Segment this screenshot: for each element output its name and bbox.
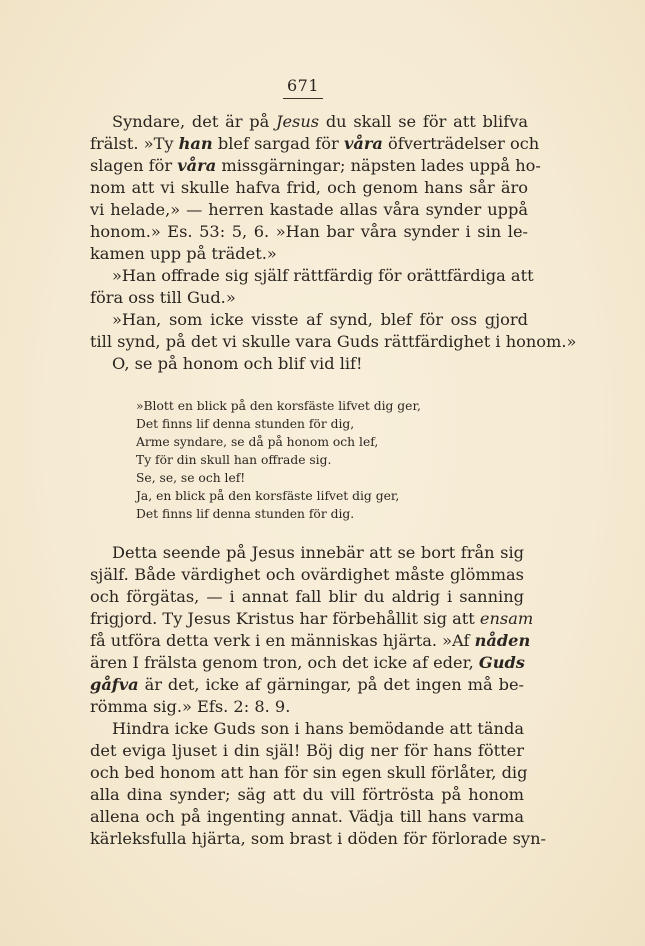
paragraph-top-line bbox=[112, 111, 528, 133]
paragraph-top-line bbox=[90, 331, 577, 353]
verse-line: Ja, en blick på den korsfäste lifvet dig ger, bbox=[136, 489, 400, 503]
paragraph-bottom-line bbox=[90, 806, 524, 828]
paragraph-bottom-line bbox=[112, 718, 524, 740]
verse-line: Arme syndare, se då på honom och lef, bbox=[136, 435, 379, 449]
verse-line: Ty för din skull han offrade sig. bbox=[136, 453, 332, 467]
text-run: frälst. »Ty bbox=[90, 134, 179, 153]
text-run: ären I frälsta genom tron, och det icke af eder, bbox=[90, 653, 479, 672]
paragraph-bottom-line bbox=[90, 586, 524, 608]
paragraph-bottom-line bbox=[90, 784, 524, 806]
text-run: till synd, på det vi skulle vara Guds rättfärdighet i honom.» bbox=[90, 332, 577, 351]
text-run: römma sig.» Efs. 2: 8. 9. bbox=[90, 697, 291, 716]
paragraph-top-line bbox=[112, 353, 363, 375]
page-number-rule bbox=[283, 98, 323, 99]
text-run: och förgätas, — i annat fall blir du aldrig i sanning bbox=[90, 587, 524, 606]
verse-line: »Blott en blick på den korsfäste lifvet dig ger, bbox=[136, 399, 421, 413]
paragraph-bottom-line bbox=[90, 762, 528, 784]
text-run: alla dina synder; säg att du vill förtrösta på honom bbox=[90, 785, 524, 804]
italic-text: Jesus bbox=[275, 112, 320, 131]
text-run: är det, icke af gärningar, på det ingen må be- bbox=[138, 675, 524, 694]
text-run: det eviga ljuset i din själ! Böj dig ner för hans fötter bbox=[90, 741, 524, 760]
emphasized-text: våra bbox=[343, 134, 383, 153]
paragraph-top-line bbox=[90, 199, 528, 221]
paragraph-top-line bbox=[90, 133, 540, 155]
emphasized-text: våra bbox=[177, 156, 217, 175]
italic-text: ensam bbox=[479, 609, 534, 628]
text-run: missgärningar; näpsten lades uppå ho- bbox=[216, 156, 541, 175]
text-run: slagen för bbox=[90, 156, 178, 175]
text-run: nom att vi skulle hafva frid, och genom hans sår äro bbox=[90, 178, 528, 197]
text-run: frigjord. Ty Jesus Kristus har förbehållit sig att bbox=[90, 609, 480, 628]
text-run: själf. Både värdighet och ovärdighet måste glömmas bbox=[90, 565, 524, 584]
text-run: Detta seende på Jesus innebär att se bort från sig bbox=[112, 543, 524, 562]
text-run: vi helade,» — herren kastade allas våra synder uppå bbox=[90, 200, 528, 219]
emphasized-text: nåden bbox=[474, 631, 531, 650]
paragraph-top-line bbox=[112, 309, 528, 331]
paragraph-bottom-line bbox=[90, 674, 524, 696]
verse-line: Det finns lif denna stunden för dig. bbox=[136, 507, 355, 521]
paragraph-bottom-line bbox=[90, 696, 290, 718]
paragraph-bottom-line bbox=[112, 542, 524, 564]
text-run: »Han, som icke visste af synd, blef för oss gjord bbox=[112, 310, 528, 329]
text-run: Hindra icke Guds son i hans bemödande att tända bbox=[112, 719, 524, 738]
text-run: O, se på honom och blif vid lif! bbox=[112, 354, 363, 373]
text-run: blef sargad för bbox=[212, 134, 344, 153]
text-run: honom.» Es. 53: 5, 6. »Han bar våra synder i sin le- bbox=[90, 222, 528, 241]
paragraph-top-line bbox=[90, 177, 528, 199]
text-run: allena och på ingenting annat. Vädja till hans varma bbox=[90, 807, 524, 826]
paragraph-top-line bbox=[90, 243, 277, 265]
verse-line: Det finns lif denna stunden för dig, bbox=[136, 417, 355, 431]
text-run: kärleksfulla hjärta, som brast i döden för förlorade syn- bbox=[90, 829, 546, 848]
text-run: få utföra detta verk i en människas hjärta. »Af bbox=[90, 631, 475, 650]
emphasized-text: Guds bbox=[478, 653, 525, 672]
paragraph-top-line bbox=[90, 221, 528, 243]
paragraph-bottom-line bbox=[90, 608, 534, 630]
paragraph-bottom-line bbox=[90, 828, 546, 850]
paragraph-bottom-line bbox=[90, 564, 524, 586]
paragraph-bottom-line bbox=[90, 652, 524, 674]
text-run: du skall se för att blifva bbox=[319, 112, 528, 131]
emphasized-text: han bbox=[178, 134, 213, 153]
text-run: föra oss till Gud.» bbox=[90, 288, 236, 307]
paragraph-top-line bbox=[90, 287, 236, 309]
text-run: och bed honom att han för sin egen skull förlåter, dig bbox=[90, 763, 528, 782]
paragraph-top-line bbox=[112, 265, 534, 287]
text-run: »Han offrade sig själf rättfärdig för orättfärdiga att bbox=[112, 266, 534, 285]
text-run: öfverträdelser och bbox=[382, 134, 540, 153]
paragraph-bottom-line bbox=[90, 740, 524, 762]
emphasized-text: gåfva bbox=[90, 675, 139, 694]
text-run: Syndare, det är på bbox=[112, 112, 276, 131]
paragraph-top-line bbox=[90, 155, 541, 177]
paragraph-bottom-line bbox=[90, 630, 531, 652]
verse-line: Se, se, se och lef! bbox=[136, 471, 246, 485]
page-number: 671 bbox=[286, 76, 320, 95]
text-run: kamen upp på trädet.» bbox=[90, 244, 277, 263]
